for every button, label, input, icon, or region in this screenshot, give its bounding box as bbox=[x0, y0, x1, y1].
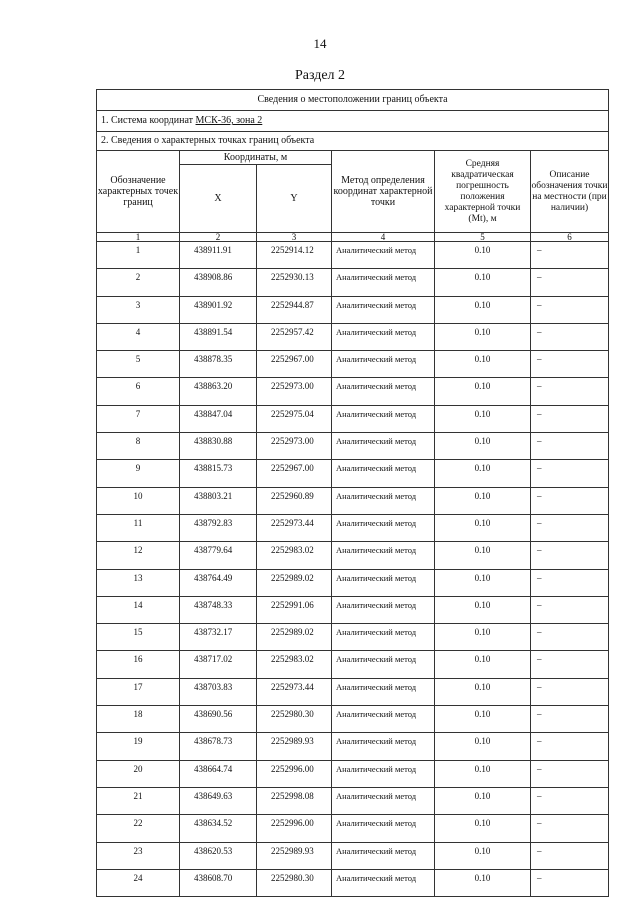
x-coordinate: 438649.63 bbox=[180, 787, 257, 814]
table-row bbox=[97, 460, 609, 487]
header-y: Y bbox=[257, 165, 332, 233]
column-number: 2 bbox=[180, 233, 257, 242]
method-cell: Аналитический метод bbox=[332, 842, 435, 869]
y-coordinate: 2252967.00 bbox=[257, 351, 332, 378]
x-coordinate: 438847.04 bbox=[180, 405, 257, 432]
y-coordinate: 2252973.44 bbox=[257, 514, 332, 541]
x-coordinate: 438878.35 bbox=[180, 351, 257, 378]
y-coordinate: 2252980.30 bbox=[257, 869, 332, 896]
description-cell: – bbox=[531, 569, 609, 596]
coord-system-line bbox=[97, 111, 609, 132]
method-cell: Аналитический метод bbox=[332, 405, 435, 432]
y-coordinate: 2252975.04 bbox=[257, 405, 332, 432]
y-coordinate: 2252957.42 bbox=[257, 323, 332, 350]
y-coordinate: 2252989.93 bbox=[257, 842, 332, 869]
accuracy-cell: 0.10 bbox=[435, 733, 531, 760]
header-description: Описание обозначения точки на местности (при наличии) bbox=[531, 151, 609, 233]
header-x: X bbox=[180, 165, 257, 233]
description-cell: – bbox=[531, 869, 609, 896]
x-coordinate: 438634.52 bbox=[180, 815, 257, 842]
x-coordinate: 438690.56 bbox=[180, 706, 257, 733]
y-coordinate: 2252973.44 bbox=[257, 678, 332, 705]
method-cell: Аналитический метод bbox=[332, 569, 435, 596]
coord-system-prefix: 1. Система координат bbox=[101, 115, 196, 126]
accuracy-cell: 0.10 bbox=[435, 569, 531, 596]
method-cell: Аналитический метод bbox=[332, 487, 435, 514]
description-cell: – bbox=[531, 842, 609, 869]
description-cell: – bbox=[531, 460, 609, 487]
table-row bbox=[97, 733, 609, 760]
point-number: 13 bbox=[97, 569, 180, 596]
accuracy-cell: 0.10 bbox=[435, 433, 531, 460]
y-coordinate: 2252991.06 bbox=[257, 596, 332, 623]
x-coordinate: 438908.86 bbox=[180, 269, 257, 296]
table-row bbox=[97, 433, 609, 460]
point-number: 18 bbox=[97, 706, 180, 733]
x-coordinate: 438792.83 bbox=[180, 514, 257, 541]
accuracy-cell: 0.10 bbox=[435, 842, 531, 869]
x-coordinate: 438815.73 bbox=[180, 460, 257, 487]
table-row bbox=[97, 323, 609, 350]
accuracy-cell: 0.10 bbox=[435, 542, 531, 569]
description-cell: – bbox=[531, 242, 609, 269]
x-coordinate: 438620.53 bbox=[180, 842, 257, 869]
y-coordinate: 2252973.00 bbox=[257, 378, 332, 405]
y-coordinate: 2252914.12 bbox=[257, 242, 332, 269]
method-cell: Аналитический метод bbox=[332, 542, 435, 569]
x-coordinate: 438911.91 bbox=[180, 242, 257, 269]
x-coordinate: 438608.70 bbox=[180, 869, 257, 896]
description-cell: – bbox=[531, 815, 609, 842]
x-coordinate: 438717.02 bbox=[180, 651, 257, 678]
y-coordinate: 2252967.00 bbox=[257, 460, 332, 487]
description-cell: – bbox=[531, 296, 609, 323]
accuracy-cell: 0.10 bbox=[435, 869, 531, 896]
point-number: 16 bbox=[97, 651, 180, 678]
x-coordinate: 438764.49 bbox=[180, 569, 257, 596]
accuracy-cell: 0.10 bbox=[435, 323, 531, 350]
method-cell: Аналитический метод bbox=[332, 269, 435, 296]
table-row bbox=[97, 242, 609, 269]
x-coordinate: 438779.64 bbox=[180, 542, 257, 569]
boundary-points-table bbox=[96, 89, 609, 897]
accuracy-cell: 0.10 bbox=[435, 678, 531, 705]
accuracy-cell: 0.10 bbox=[435, 405, 531, 432]
accuracy-cell: 0.10 bbox=[435, 296, 531, 323]
y-coordinate: 2252983.02 bbox=[257, 542, 332, 569]
method-cell: Аналитический метод bbox=[332, 296, 435, 323]
method-cell: Аналитический метод bbox=[332, 378, 435, 405]
x-coordinate: 438891.54 bbox=[180, 323, 257, 350]
table-row bbox=[97, 869, 609, 896]
coord-system-value: МСК-36, зона 2 bbox=[195, 115, 263, 126]
method-cell: Аналитический метод bbox=[332, 351, 435, 378]
method-cell: Аналитический метод bbox=[332, 678, 435, 705]
subsection-title: 2. Сведения о характерных точках границ объекта bbox=[97, 132, 609, 151]
accuracy-cell: 0.10 bbox=[435, 651, 531, 678]
method-cell: Аналитический метод bbox=[332, 815, 435, 842]
accuracy-cell: 0.10 bbox=[435, 787, 531, 814]
description-cell: – bbox=[531, 706, 609, 733]
table-row bbox=[97, 487, 609, 514]
table-row bbox=[97, 815, 609, 842]
method-cell: Аналитический метод bbox=[332, 323, 435, 350]
table-row bbox=[97, 351, 609, 378]
accuracy-cell: 0.10 bbox=[435, 760, 531, 787]
description-cell: – bbox=[531, 405, 609, 432]
method-cell: Аналитический метод bbox=[332, 733, 435, 760]
column-number: 4 bbox=[332, 233, 435, 242]
table-row bbox=[97, 842, 609, 869]
x-coordinate: 438803.21 bbox=[180, 487, 257, 514]
y-coordinate: 2252960.89 bbox=[257, 487, 332, 514]
table-row bbox=[97, 542, 609, 569]
table-row bbox=[97, 296, 609, 323]
table-row bbox=[97, 514, 609, 541]
description-cell: – bbox=[531, 351, 609, 378]
method-cell: Аналитический метод bbox=[332, 787, 435, 814]
description-cell: – bbox=[531, 323, 609, 350]
header-coordinates: Координаты, м bbox=[180, 151, 332, 165]
accuracy-cell: 0.10 bbox=[435, 269, 531, 296]
point-number: 23 bbox=[97, 842, 180, 869]
description-cell: – bbox=[531, 433, 609, 460]
section-title: Раздел 2 bbox=[294, 68, 346, 83]
point-number: 15 bbox=[97, 624, 180, 651]
table-row bbox=[97, 269, 609, 296]
y-coordinate: 2252996.00 bbox=[257, 815, 332, 842]
point-number: 3 bbox=[97, 296, 180, 323]
point-number: 24 bbox=[97, 869, 180, 896]
table-row bbox=[97, 569, 609, 596]
y-coordinate: 2252944.87 bbox=[257, 296, 332, 323]
description-cell: – bbox=[531, 514, 609, 541]
point-number: 17 bbox=[97, 678, 180, 705]
x-coordinate: 438901.92 bbox=[180, 296, 257, 323]
method-cell: Аналитический метод bbox=[332, 242, 435, 269]
y-coordinate: 2252998.08 bbox=[257, 787, 332, 814]
accuracy-cell: 0.10 bbox=[435, 487, 531, 514]
method-cell: Аналитический метод bbox=[332, 651, 435, 678]
y-coordinate: 2252973.00 bbox=[257, 433, 332, 460]
point-number: 2 bbox=[97, 269, 180, 296]
point-number: 20 bbox=[97, 760, 180, 787]
x-coordinate: 438664.74 bbox=[180, 760, 257, 787]
point-number: 14 bbox=[97, 596, 180, 623]
description-cell: – bbox=[531, 651, 609, 678]
y-coordinate: 2252989.02 bbox=[257, 624, 332, 651]
page-number: 14 bbox=[313, 36, 327, 51]
table-row bbox=[97, 706, 609, 733]
accuracy-cell: 0.10 bbox=[435, 624, 531, 651]
description-cell: – bbox=[531, 269, 609, 296]
table-row bbox=[97, 378, 609, 405]
method-cell: Аналитический метод bbox=[332, 624, 435, 651]
point-number: 6 bbox=[97, 378, 180, 405]
point-number: 7 bbox=[97, 405, 180, 432]
accuracy-cell: 0.10 bbox=[435, 706, 531, 733]
method-cell: Аналитический метод bbox=[332, 760, 435, 787]
method-cell: Аналитический метод bbox=[332, 514, 435, 541]
point-number: 8 bbox=[97, 433, 180, 460]
description-cell: – bbox=[531, 678, 609, 705]
point-number: 9 bbox=[97, 460, 180, 487]
y-coordinate: 2252983.02 bbox=[257, 651, 332, 678]
description-cell: – bbox=[531, 542, 609, 569]
y-coordinate: 2252989.02 bbox=[257, 569, 332, 596]
point-number: 22 bbox=[97, 815, 180, 842]
table-row bbox=[97, 651, 609, 678]
table-title: Сведения о местоположении границ объекта bbox=[97, 90, 609, 111]
point-number: 1 bbox=[97, 242, 180, 269]
accuracy-cell: 0.10 bbox=[435, 514, 531, 541]
x-coordinate: 438863.20 bbox=[180, 378, 257, 405]
table-row bbox=[97, 787, 609, 814]
accuracy-cell: 0.10 bbox=[435, 378, 531, 405]
table-row bbox=[97, 596, 609, 623]
y-coordinate: 2252980.30 bbox=[257, 706, 332, 733]
header-point-designation: Обозначение характерных точек границ bbox=[97, 151, 180, 233]
x-coordinate: 438748.33 bbox=[180, 596, 257, 623]
accuracy-cell: 0.10 bbox=[435, 596, 531, 623]
table-row bbox=[97, 678, 609, 705]
method-cell: Аналитический метод bbox=[332, 460, 435, 487]
description-cell: – bbox=[531, 596, 609, 623]
description-cell: – bbox=[531, 760, 609, 787]
column-number: 3 bbox=[257, 233, 332, 242]
column-number: 5 bbox=[435, 233, 531, 242]
accuracy-cell: 0.10 bbox=[435, 242, 531, 269]
point-number: 11 bbox=[97, 514, 180, 541]
y-coordinate: 2252996.00 bbox=[257, 760, 332, 787]
point-number: 4 bbox=[97, 323, 180, 350]
table-row bbox=[97, 760, 609, 787]
x-coordinate: 438732.17 bbox=[180, 624, 257, 651]
description-cell: – bbox=[531, 624, 609, 651]
accuracy-cell: 0.10 bbox=[435, 815, 531, 842]
table-row bbox=[97, 405, 609, 432]
method-cell: Аналитический метод bbox=[332, 596, 435, 623]
header-method: Метод определения координат характерной точки bbox=[332, 151, 435, 233]
column-number: 6 bbox=[531, 233, 609, 242]
point-number: 5 bbox=[97, 351, 180, 378]
point-number: 10 bbox=[97, 487, 180, 514]
x-coordinate: 438830.88 bbox=[180, 433, 257, 460]
y-coordinate: 2252989.93 bbox=[257, 733, 332, 760]
point-number: 19 bbox=[97, 733, 180, 760]
point-number: 21 bbox=[97, 787, 180, 814]
method-cell: Аналитический метод bbox=[332, 706, 435, 733]
table-row bbox=[97, 624, 609, 651]
point-number: 12 bbox=[97, 542, 180, 569]
method-cell: Аналитический метод bbox=[332, 433, 435, 460]
header-accuracy: Средняя квадратическая погрешность положения характерной точки (Mt), м bbox=[435, 151, 531, 233]
accuracy-cell: 0.10 bbox=[435, 460, 531, 487]
x-coordinate: 438678.73 bbox=[180, 733, 257, 760]
accuracy-cell: 0.10 bbox=[435, 351, 531, 378]
y-coordinate: 2252930.13 bbox=[257, 269, 332, 296]
description-cell: – bbox=[531, 487, 609, 514]
description-cell: – bbox=[531, 378, 609, 405]
x-coordinate: 438703.83 bbox=[180, 678, 257, 705]
column-number: 1 bbox=[97, 233, 180, 242]
method-cell: Аналитический метод bbox=[332, 869, 435, 896]
description-cell: – bbox=[531, 787, 609, 814]
description-cell: – bbox=[531, 733, 609, 760]
